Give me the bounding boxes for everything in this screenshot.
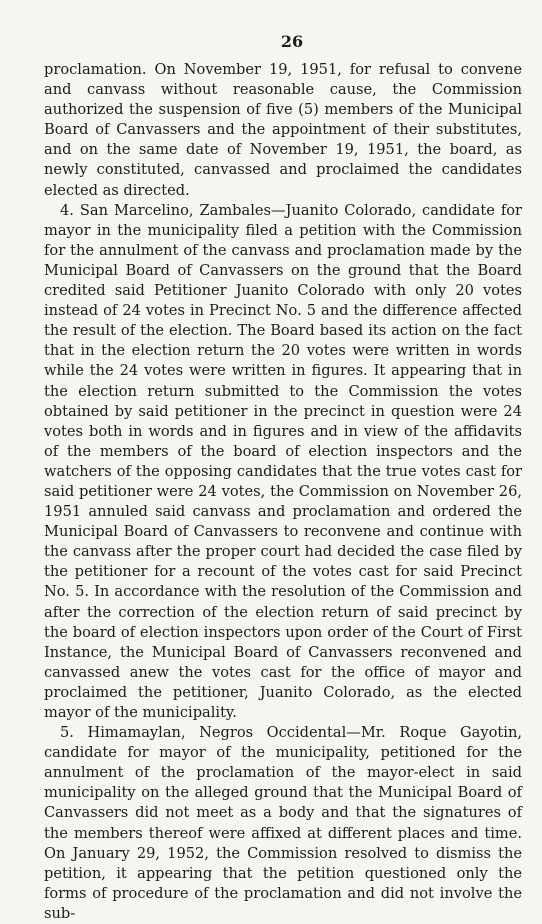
paragraph-proclamation-continued: proclamation. On November 19, 1951, for refusal to convene and canvass without reasonable cause, the Commission authorized the suspension of five (5) members of the Municipal Board of Canvassers and the appointment of their substitutes, and on the same date of November 19, 1951, the board, as newly constituted, canvassed and proclaimed the candidates elected as directed. bbox=[44, 61, 522, 199]
page-number: 26 bbox=[280, 32, 304, 51]
paragraph-himamaylan: 5. Himamaylan, Negros Occidental—Mr. Roque Gayotin, candidate for mayor of the municipality, petitioned for the annulment of the proclamation of the mayor-elect in said municipality on the alleged ground that the Municipal Board of Canvassers did not meet as a body and that the signatures of the members thereof were affixed at different places and time. On January 29, 1952, the Commission resolved to dismiss the petition, it appearing that the petition questioned only the forms of procedure of the proclamation and did not involve the sub- bbox=[44, 724, 522, 922]
document-page bbox=[44, 30, 522, 924]
paragraph-san-marcelino: 4. San Marcelino, Zambales—Juanito Colorado, candidate for mayor in the municipality filed a petition with the Commission for the annulment of the canvass and proclamation made by the Municipal Board of Canvassers on the ground that the Board credited said Petitioner Juanito Colorado with only 20 votes instead of 24 votes in Precinct No. 5 and the difference affected the result of the election. The Board based its action on the fact that in the election return the 20 votes were written in words while the 24 votes were written in figures. It appearing that in the election return submitted to the Commission the votes obtained by said petitioner in the precinct in question were 24 votes both in words and in figures and in view of the affidavits of the members of the board of election inspectors and the watchers of the opposing candidates that the true votes cast for said petitioner were 24 votes, the Commission on November 26, 1951 annuled said canvass and proclamation and ordered the Municipal Board of Canvassers to reconvene and continue with the canvass after the proper court had decided the case filed by the petitioner for a recount of the votes cast for said Precinct No. 5. In accordance with the resolution of the Commission and after the correction of the election return of said precinct by the board of election inspectors upon order of the Court of First Instance, the Municipal Board of Canvassers reconvened and canvassed anew the votes cast for the office of mayor and proclaimed the petitioner, Juanito Colorado, as the elected mayor of the municipality. bbox=[44, 201, 522, 721]
